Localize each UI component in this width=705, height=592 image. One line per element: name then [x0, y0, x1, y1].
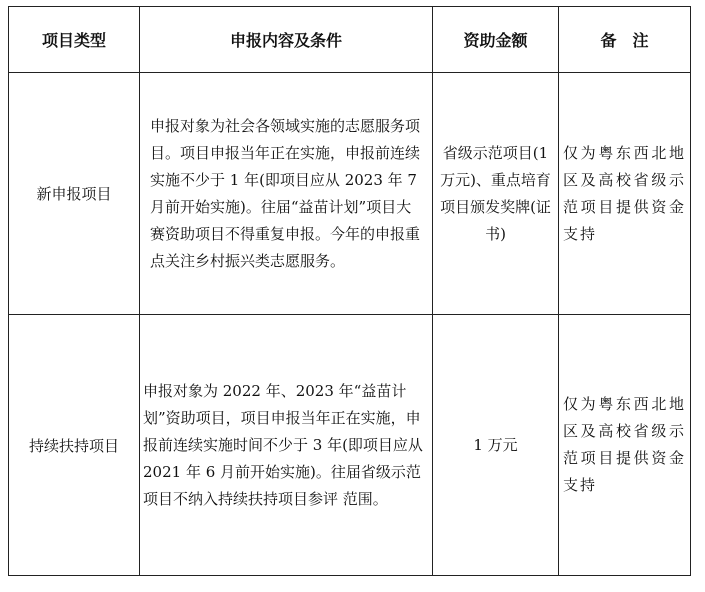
header-row — [9, 7, 691, 73]
header-funding-amount: 资助金额 — [433, 7, 559, 73]
content-cell: 申报对象为社会各领域实施的志愿服务项目。项目申报当年正在实施，申报前连续实施不少于 1 年(即项目应从 2023 年 7 月前开始实施)。往届“益苗计划”项目大赛资助项目不得重复申报。今年的申报重点关注乡村振兴类志愿服务。 — [140, 73, 433, 315]
remark-text: 仅为粤东西北地区及高校省级示范项目提供资金支持 — [563, 143, 686, 243]
header-content-conditions: 申报内容及条件 — [140, 7, 433, 73]
project-type-cell: 持续扶持项目 — [9, 315, 140, 576]
header-project-type: 项目类型 — [9, 7, 140, 73]
amount-cell: 1 万元 — [433, 315, 559, 576]
remark-cell — [559, 315, 691, 576]
remark-text: 仅为粤东西北地区及高校省级示范项目提供资金支持 — [563, 395, 686, 494]
project-type-cell: 新申报项目 — [9, 73, 140, 315]
table-row — [9, 315, 691, 576]
amount-cell: 省级示范项目(1万元)、重点培育项目颁发奖牌(证书) — [433, 73, 559, 315]
table-row — [9, 73, 691, 315]
remark-cell — [559, 73, 691, 315]
funding-table — [8, 6, 691, 576]
content-cell: 申报对象为 2022 年、2023 年“益苗计划”资助项目，项目申报当年正在实施，申报前连续实施时间不少于 3 年(即项目应从 2021 年 6 月前开始实施)。往届省级示范项目不纳入持续扶持项目参评 范围。 — [140, 315, 433, 576]
header-remarks: 备 注 — [559, 7, 691, 73]
